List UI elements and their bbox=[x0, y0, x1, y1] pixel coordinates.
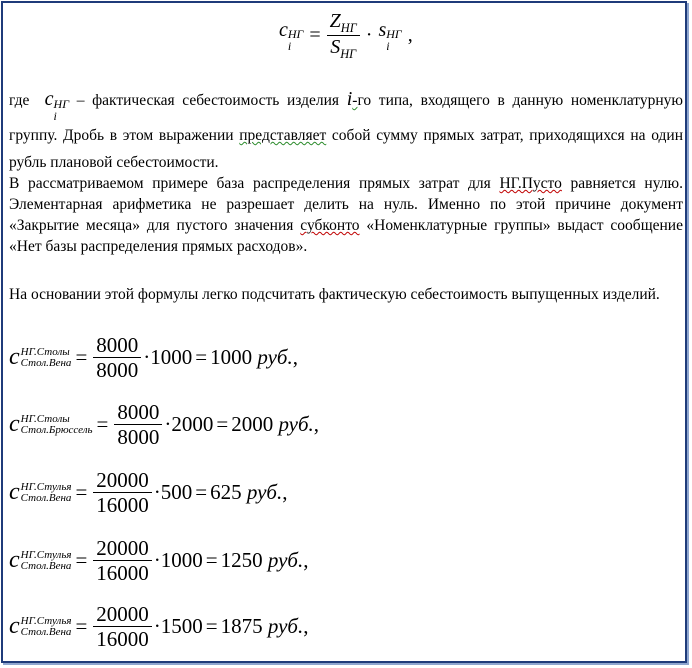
top-den-var: S bbox=[330, 36, 341, 59]
paragraph-calc-intro: На основании этой формулы легко подсчитать фактическую себестоимость выпущенных изделий. bbox=[9, 286, 660, 303]
calc-result: 625 bbox=[210, 480, 242, 505]
calc-lhs bbox=[9, 344, 71, 371]
para2-t2: равняется нулю. Элементарная арифметика не разрешает делить на нуль. Именно по этой причине документ «Закрытие месяца» для пустого значения bbox=[9, 175, 683, 234]
top-num-sub: НГ bbox=[340, 21, 357, 35]
para2-t1: В рассматриваемом примере база распределения прямых затрат для bbox=[9, 175, 500, 192]
paragraph-definition bbox=[9, 86, 683, 176]
calc-sub: Стол.Вена bbox=[20, 625, 72, 638]
calc-sup: НГ.Стулья bbox=[20, 614, 72, 627]
top-c-sub: i bbox=[287, 39, 292, 54]
calc-dot: · bbox=[143, 345, 151, 370]
calc-dot: · bbox=[153, 614, 161, 639]
top-c: c bbox=[279, 19, 288, 42]
calc-eq: = bbox=[75, 345, 88, 370]
calc-eq: = bbox=[75, 614, 88, 639]
calc-num: 8000 bbox=[114, 400, 162, 425]
calc-c: c bbox=[9, 344, 20, 371]
calc-sup: НГ.Стулья bbox=[20, 548, 72, 561]
calc-num: 20000 bbox=[93, 602, 152, 627]
calc-unit: руб. bbox=[267, 548, 304, 573]
calc-den: 16000 bbox=[96, 561, 149, 586]
calc-num: 8000 bbox=[93, 333, 141, 358]
calc-sub: Стол.Вена bbox=[20, 559, 72, 572]
calc-row bbox=[9, 602, 309, 651]
calc-eq: = bbox=[75, 480, 88, 505]
calc-c: c bbox=[9, 613, 20, 640]
calc-end: , bbox=[303, 548, 309, 573]
para2-t3: «Номенклатурные группы» выдаст сообщение «Нет базы распределения прямых расходов». bbox=[9, 217, 683, 255]
calc-result: 1250 bbox=[220, 548, 263, 573]
calc-den: 16000 bbox=[96, 493, 149, 518]
calc-row bbox=[9, 333, 298, 382]
calc-dot: · bbox=[164, 412, 172, 437]
top-s-sup: НГ bbox=[386, 27, 402, 42]
calc-unit: руб. bbox=[267, 614, 304, 639]
calc-lhs bbox=[9, 613, 71, 640]
calc-end: , bbox=[303, 614, 309, 639]
calc-c: c bbox=[9, 411, 20, 438]
para1-pred: представляет bbox=[239, 127, 327, 144]
para1-lead: где bbox=[9, 92, 30, 109]
calc-row bbox=[9, 400, 319, 449]
para1-i: i bbox=[346, 88, 353, 110]
para2-ng-empty: НГ.Пусто bbox=[499, 175, 562, 192]
calc-mult: 1000 bbox=[160, 548, 203, 573]
calc-eq2: = bbox=[205, 548, 218, 573]
calc-den: 16000 bbox=[96, 627, 149, 652]
para1-rest2: собой сумму прямых затрат, приходящихся на один рубль плановой себестоимости. bbox=[9, 127, 683, 171]
top-s: s bbox=[378, 19, 387, 42]
top-den-sub: НГ bbox=[340, 47, 357, 62]
para1-c: c bbox=[44, 88, 54, 110]
calc-end: , bbox=[282, 480, 288, 505]
calc-eq: = bbox=[75, 548, 88, 573]
para1-c-sub: i bbox=[53, 109, 57, 123]
calc-sup: НГ.Столы bbox=[20, 412, 70, 425]
calc-unit: руб. bbox=[246, 480, 283, 505]
calc-result: 1000 bbox=[210, 345, 253, 370]
calc-c: c bbox=[9, 547, 20, 574]
calc-row bbox=[9, 468, 288, 517]
calc-eq2: = bbox=[216, 412, 229, 437]
calc-fraction bbox=[93, 602, 152, 651]
calc-den: 8000 bbox=[96, 358, 139, 383]
para1-dash-text: – фактическая себестоимость изделия bbox=[69, 92, 347, 109]
top-formula-lhs bbox=[279, 19, 303, 52]
calc-mult: 1500 bbox=[160, 614, 203, 639]
calc-fraction bbox=[114, 400, 162, 449]
calc-lhs bbox=[9, 479, 71, 506]
calc-mult: 2000 bbox=[171, 412, 214, 437]
para1-c-sup: НГ bbox=[53, 97, 70, 111]
calc-fraction bbox=[93, 536, 152, 585]
calc-eq2: = bbox=[195, 345, 208, 370]
calc-row bbox=[9, 536, 309, 585]
calc-eq2: = bbox=[195, 480, 208, 505]
calc-unit: руб. bbox=[278, 412, 314, 437]
calc-sub: Стол.Брюссель bbox=[20, 423, 93, 436]
calc-lhs bbox=[9, 411, 93, 438]
calc-result: 1875 bbox=[220, 614, 263, 639]
paragraph-zero-base bbox=[9, 173, 683, 257]
calc-fraction bbox=[93, 333, 141, 382]
calc-result: 2000 bbox=[231, 412, 274, 437]
para2-subkonto: субконто bbox=[300, 217, 360, 234]
calc-dot: · bbox=[153, 480, 161, 505]
top-num-var: Z bbox=[329, 10, 341, 32]
calc-eq: = bbox=[96, 412, 109, 437]
calc-den: 8000 bbox=[117, 425, 160, 450]
calc-unit: руб. bbox=[257, 345, 293, 370]
calc-sup: НГ.Стулья bbox=[20, 480, 72, 493]
calc-end: , bbox=[313, 412, 320, 437]
top-tail: , bbox=[407, 24, 413, 47]
para1-dash: - bbox=[352, 92, 358, 109]
top-c-sup: НГ bbox=[287, 27, 304, 42]
calc-mult: 500 bbox=[160, 480, 193, 505]
calc-dot: · bbox=[153, 548, 161, 573]
calc-mult: 1000 bbox=[150, 345, 193, 370]
calc-lhs bbox=[9, 547, 71, 574]
calc-sup: НГ.Столы bbox=[20, 345, 70, 358]
calc-fraction bbox=[93, 468, 152, 517]
calc-num: 20000 bbox=[93, 468, 152, 493]
para1-rest1: го типа, входящего в данную номенклатурную группу. Дробь в этом выражении bbox=[9, 92, 684, 144]
calc-num: 20000 bbox=[93, 536, 152, 561]
top-dot: · bbox=[365, 24, 373, 47]
calc-sub: Стол.Вена bbox=[20, 356, 72, 369]
calc-sub: Стол.Вена bbox=[20, 491, 72, 504]
top-fraction bbox=[327, 10, 360, 62]
top-s-sub: i bbox=[386, 39, 390, 54]
top-eq: = bbox=[309, 24, 321, 47]
calc-end: , bbox=[292, 345, 298, 370]
calc-c: c bbox=[9, 479, 20, 506]
calc-eq2: = bbox=[205, 614, 218, 639]
top-formula bbox=[279, 10, 413, 62]
